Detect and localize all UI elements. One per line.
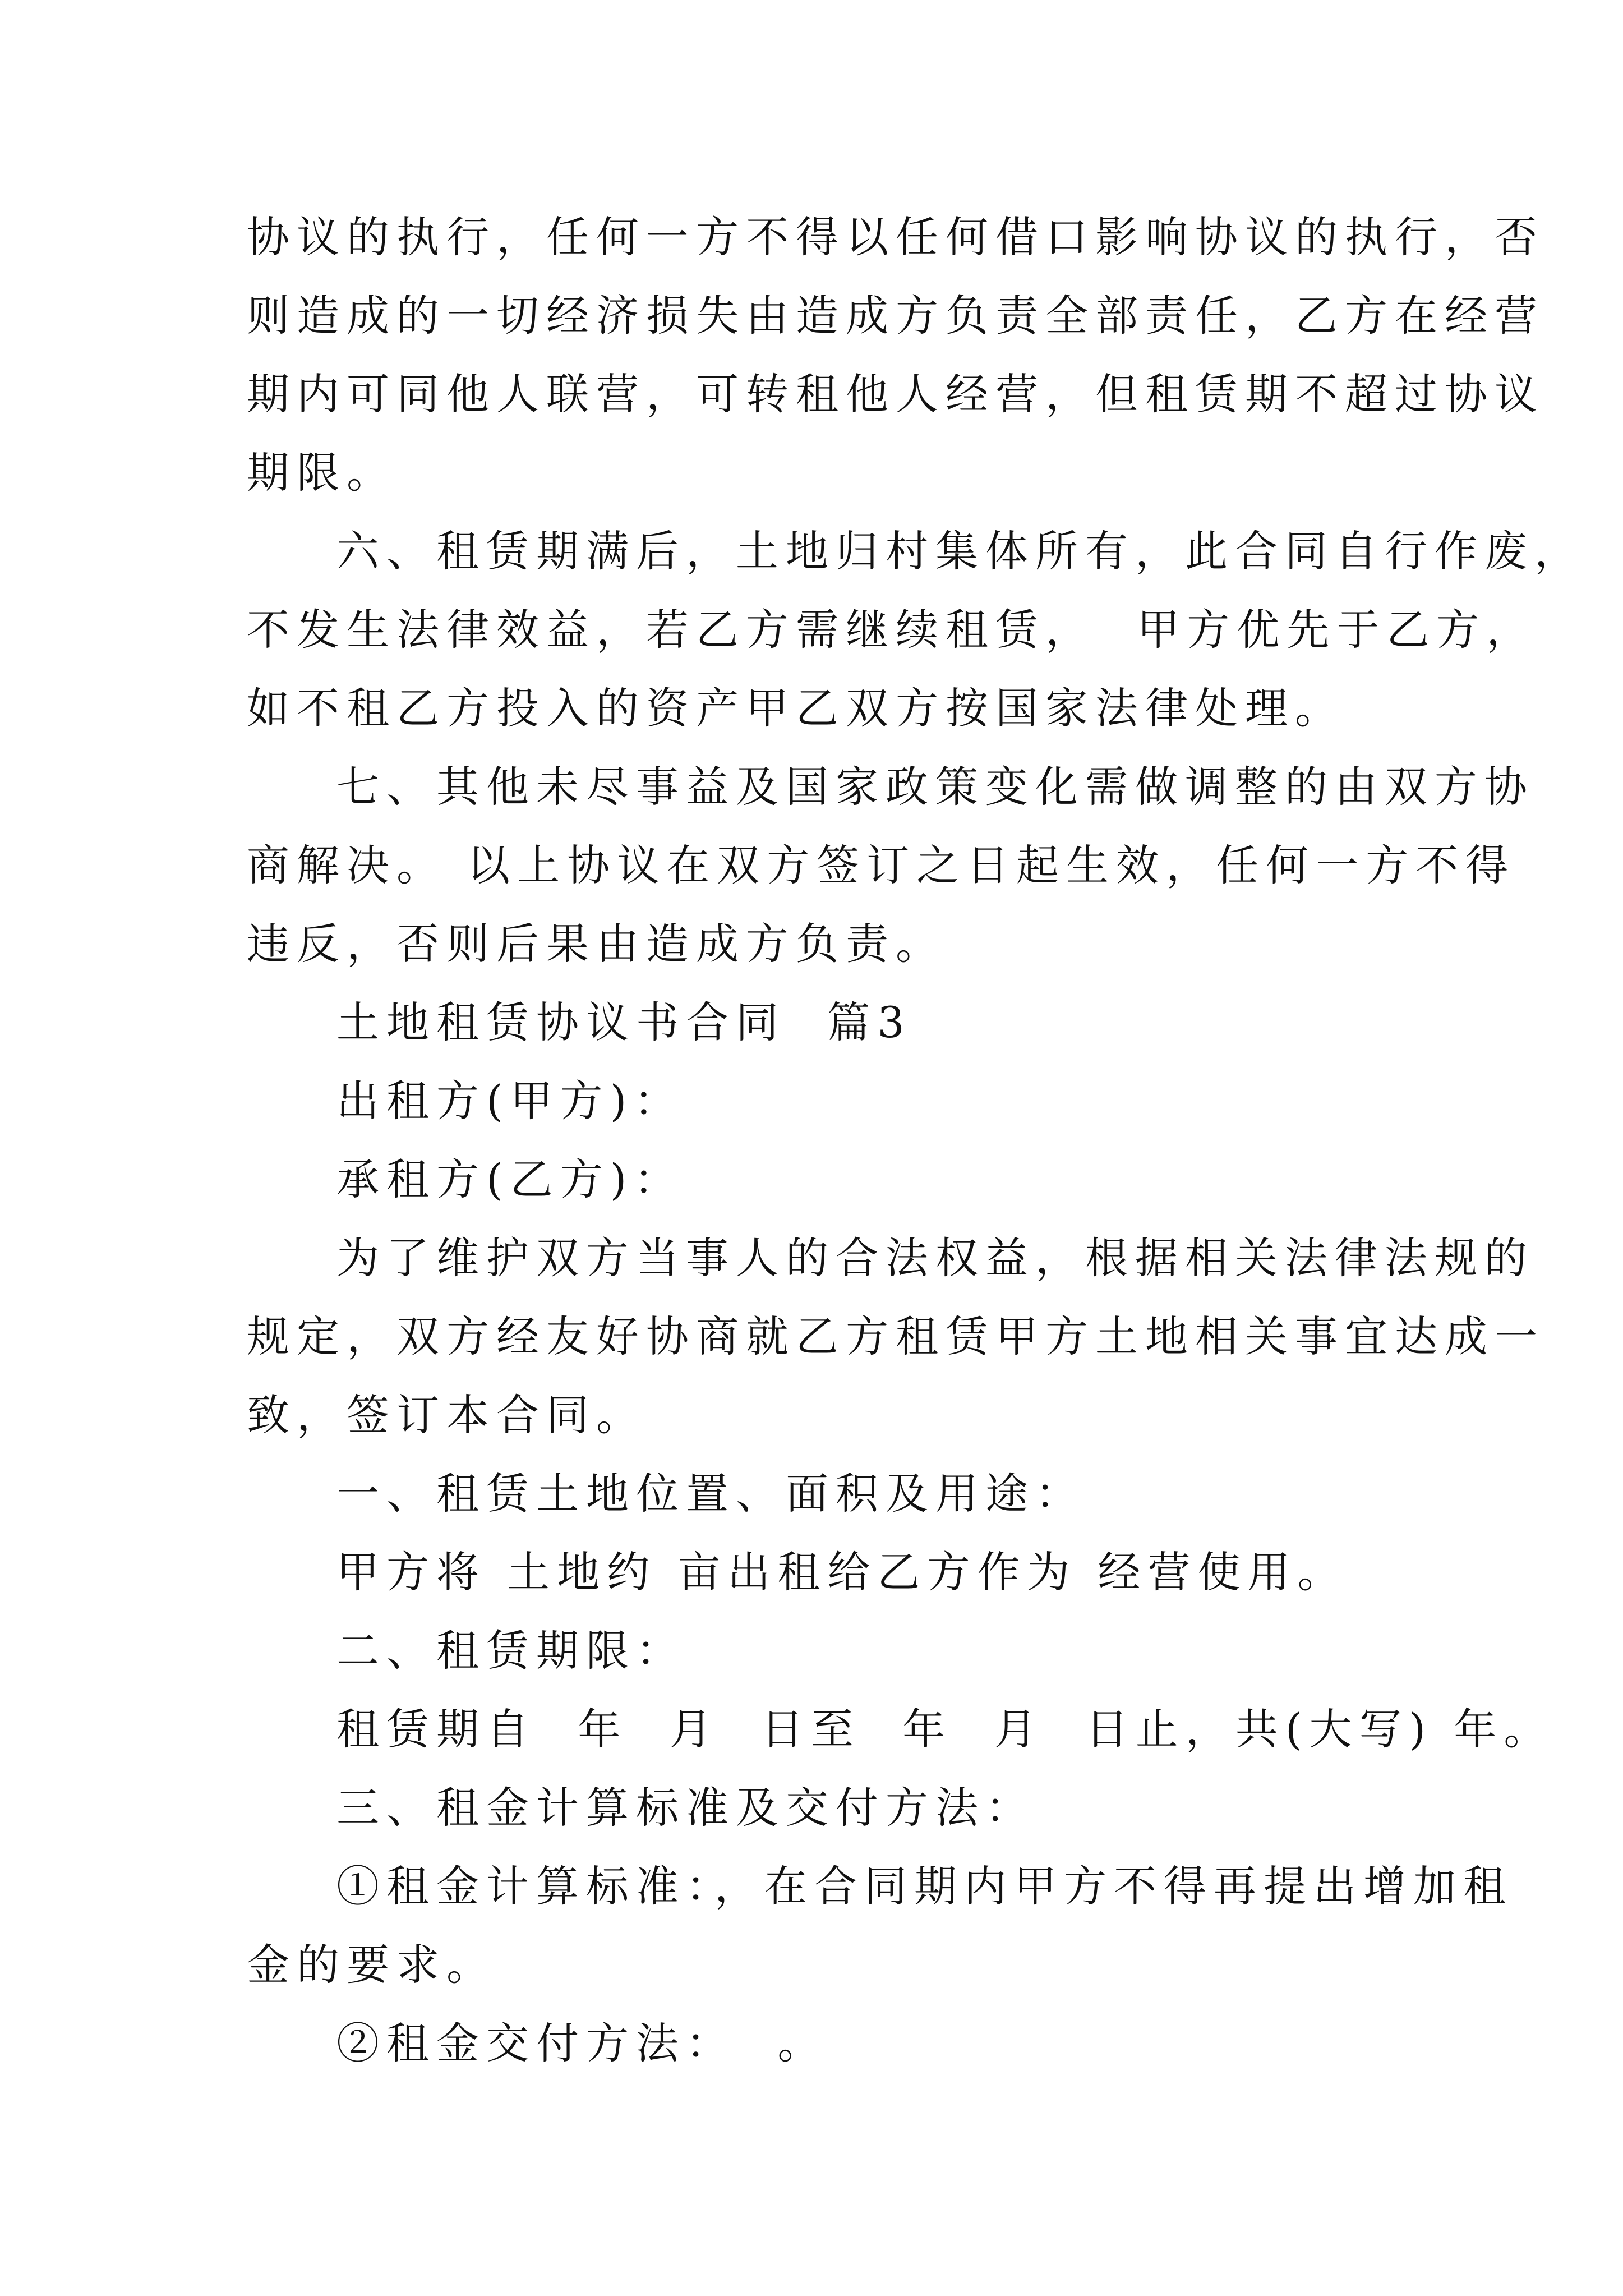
text-line: ②租金交付方法： 。 <box>336 2018 828 2068</box>
text-line: 租赁期自 年 月 日至 年 月 日止，共(大写) 年。 <box>336 1704 1554 1754</box>
text-line: 规定，双方经友好协商就乙方租赁甲方土地相关事宜达成一 <box>247 1312 1544 1361</box>
text-line: 出租方(甲方)： <box>336 1076 684 1126</box>
text-line: 金的要求。 <box>247 1940 496 1990</box>
text-line: 违反，否则后果由造成方负责。 <box>247 919 946 969</box>
section-heading: 土地租赁协议书合同 篇3 <box>336 997 912 1047</box>
text-line: 期限。 <box>247 448 396 498</box>
text-line: 协议的执行，任何一方不得以任何借口影响协议的执行，否 <box>247 212 1544 262</box>
text-line: 一、租赁土地位置、面积及用途： <box>336 1469 1085 1519</box>
text-line: 六、租赁期满后，土地归村集体所有，此合同自行作废， <box>336 526 1584 576</box>
text-line: 则造成的一切经济损失由造成方负责全部责任，乙方在经营 <box>247 291 1544 341</box>
text-line: 七、其他未尽事益及国家政策变化需做调整的由双方协 <box>336 762 1534 812</box>
text-line: 三、租金计算标准及交付方法： <box>336 1783 1035 1833</box>
text-line: 致，签订本合同。 <box>247 1390 646 1440</box>
text-line: 不发生法律效益，若乙方需继续租赁， 甲方优先于乙方， <box>247 605 1537 655</box>
text-line: 商解决。 以上协议在双方签订之日起生效，任何一方不得 <box>247 840 1516 890</box>
text-line: 如不租乙方投入的资产甲乙双方按国家法律处理。 <box>247 683 1345 733</box>
text-line: ①租金计算标准：，在合同期内甲方不得再提出增加租 <box>336 1861 1513 1911</box>
text-line: 为了维护双方当事人的合法权益，根据相关法律法规的 <box>336 1233 1534 1283</box>
text-line: 甲方将 土地约 亩出租给乙方作为 经营使用。 <box>336 1547 1348 1597</box>
text-line: 承租方(乙方)： <box>336 1154 684 1204</box>
text-line: 二、租赁期限： <box>336 1626 686 1676</box>
text-line: 期内可同他人联营，可转租他人经营，但租赁期不超过协议 <box>247 369 1544 419</box>
